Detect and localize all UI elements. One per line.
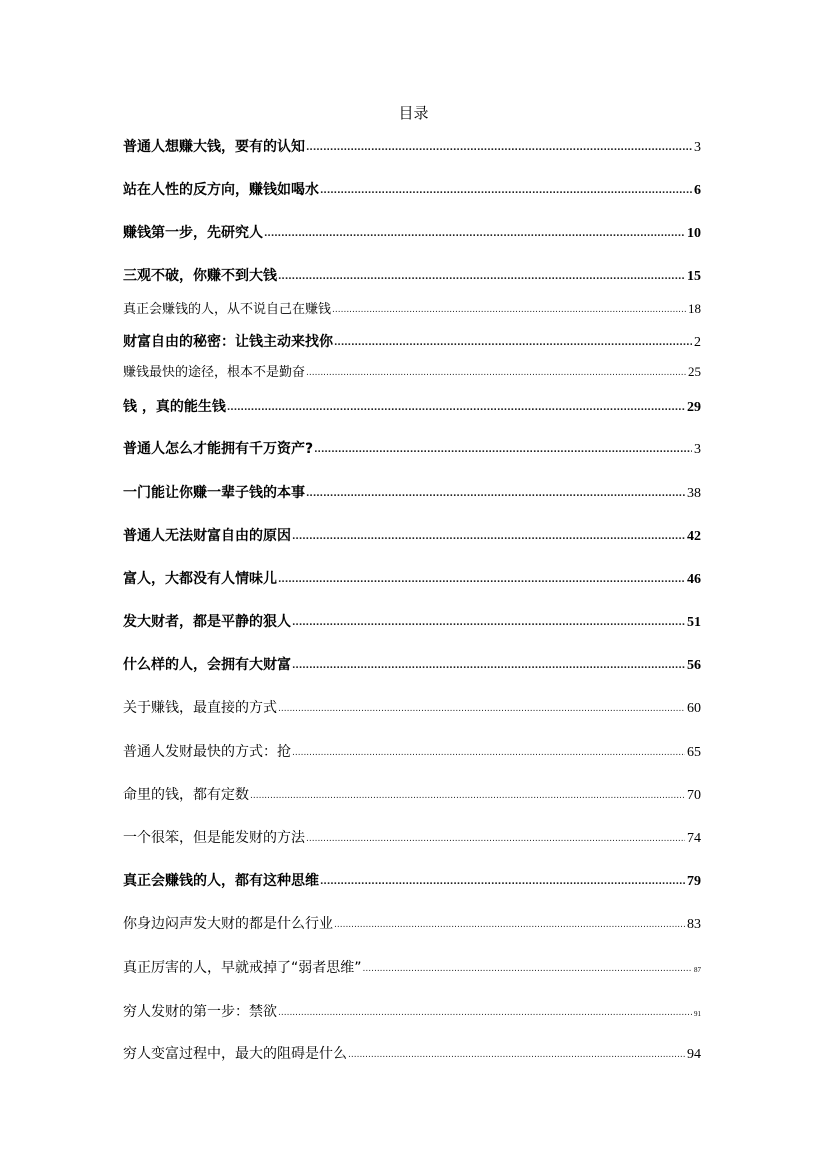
toc-page-number: 3 xyxy=(694,442,701,457)
toc-entry-label: 普通人想赚大钱，要有的认知 xyxy=(123,139,305,155)
toc-entry[interactable] xyxy=(123,298,701,317)
toc-entry-label: 钱 ，真的能生钱 xyxy=(123,399,226,415)
toc-leader-dots xyxy=(292,743,685,759)
toc-entry[interactable] xyxy=(123,870,701,890)
toc-page-number: 3 xyxy=(694,140,701,155)
toc-page-number: 10 xyxy=(687,226,701,241)
toc-entry-label: 财富自由的秘密：让钱主动来找你 xyxy=(123,334,333,350)
toc-leader-dots xyxy=(227,398,685,414)
toc-page-number: 46 xyxy=(687,572,701,587)
toc-leader-dots xyxy=(332,301,686,316)
toc-page-number: 79 xyxy=(687,874,701,889)
toc-page-number: 25 xyxy=(688,364,701,379)
toc-entry[interactable] xyxy=(123,265,701,285)
toc-leader-dots xyxy=(306,484,685,500)
toc-entry[interactable] xyxy=(123,1043,701,1063)
toc-entry-label: 关于赚钱，最直接的方式 xyxy=(123,700,277,716)
toc-entry[interactable] xyxy=(123,331,701,351)
toc-entry[interactable] xyxy=(123,741,701,761)
toc-entry-label: 普通人无法财富自由的原因 xyxy=(123,528,291,544)
toc-entry-label: 赚钱最快的途径，根本不是勤奋 xyxy=(123,365,306,380)
toc-leader-dots xyxy=(334,333,692,349)
toc-leader-dots xyxy=(314,440,692,456)
toc-leader-dots xyxy=(264,224,685,240)
toc-page-number: 29 xyxy=(687,400,701,415)
toc-entry[interactable] xyxy=(123,482,701,502)
toc-entry-label: 赚钱第一步，先研究人 xyxy=(123,225,263,241)
toc-entry-label: 站在人性的反方向，赚钱如喝水 xyxy=(123,182,319,198)
toc-entry-label: 你身边闷声发大财的都是什么行业 xyxy=(123,916,333,932)
toc-entry[interactable] xyxy=(123,361,701,380)
toc-entry-label: 普通人发财最快的方式：抢 xyxy=(123,744,291,760)
toc-leader-dots xyxy=(320,872,685,888)
toc-page-number: 87 xyxy=(694,966,701,974)
toc-page-number: 18 xyxy=(688,301,701,316)
toc-entry[interactable] xyxy=(123,1001,701,1021)
toc-leader-dots xyxy=(292,613,685,629)
toc-entry-label: 真正会赚钱的人，从不说自己在赚钱 xyxy=(123,302,332,317)
toc-leader-dots xyxy=(306,138,692,154)
toc-page-number: 42 xyxy=(687,529,701,544)
toc-leader-dots xyxy=(306,364,686,379)
toc-leader-dots xyxy=(278,699,685,715)
toc-page-number: 2 xyxy=(694,335,701,350)
toc-entry[interactable] xyxy=(123,438,701,458)
toc-leader-dots xyxy=(250,786,685,802)
page-title: 目录 xyxy=(398,104,429,122)
toc-leader-dots xyxy=(278,570,685,586)
toc-leader-dots xyxy=(334,915,685,931)
toc-leader-dots xyxy=(292,527,685,543)
toc-entry[interactable] xyxy=(123,525,701,545)
toc-entry-label: 什么样的人，会拥有大财富 xyxy=(123,657,291,673)
toc-entry[interactable] xyxy=(123,136,701,156)
toc-entry[interactable] xyxy=(123,697,701,717)
toc-page-number: 56 xyxy=(687,658,701,673)
toc-entry-label: 三观不破，你赚不到大钱 xyxy=(123,268,277,284)
toc-entry[interactable] xyxy=(123,654,701,674)
toc-entry[interactable] xyxy=(123,784,701,804)
toc-leader-dots xyxy=(306,829,685,845)
toc-entry-label: 穷人发财的第一步：禁欲 xyxy=(123,1004,277,1020)
toc-entry[interactable] xyxy=(123,222,701,242)
toc-leader-dots xyxy=(348,1045,685,1061)
toc-entry[interactable] xyxy=(123,568,701,588)
toc-page-number: 65 xyxy=(687,745,701,760)
toc-entry-label: 穷人变富过程中，最大的阻碍是什么 xyxy=(123,1046,347,1062)
toc-entry-label: 真正厉害的人，早就戒掉了“弱者思维” xyxy=(123,960,362,976)
toc-page-number: 51 xyxy=(687,615,701,630)
toc-entry-label: 发大财者，都是平静的狠人 xyxy=(123,614,291,630)
toc-entry[interactable] xyxy=(123,913,701,933)
toc-page-number: 94 xyxy=(687,1047,701,1062)
toc-page-number: 38 xyxy=(687,486,701,501)
toc-entry-label: 一个很笨，但是能发财的方法 xyxy=(123,830,305,846)
toc-leader-dots xyxy=(278,267,685,283)
toc-page-number: 91 xyxy=(694,1010,701,1018)
toc-entry[interactable] xyxy=(123,179,701,199)
toc-leader-dots xyxy=(292,656,685,672)
toc-entry-label: 真正会赚钱的人，都有这种思维 xyxy=(123,873,319,889)
toc-leader-dots xyxy=(363,959,692,975)
toc-leader-dots xyxy=(278,1003,692,1019)
toc-entry[interactable] xyxy=(123,396,701,416)
toc-entry-label: 命里的钱，都有定数 xyxy=(123,787,249,803)
toc-entry-label: 富人，大都没有人情味儿 xyxy=(123,571,277,587)
toc-entry[interactable] xyxy=(123,827,701,847)
toc-page-number: 60 xyxy=(687,701,701,716)
toc-page-number: 74 xyxy=(687,831,701,846)
toc-page-number: 15 xyxy=(687,269,701,284)
toc-leader-dots xyxy=(320,181,692,197)
toc-page-number: 6 xyxy=(694,183,701,198)
toc-entry-label: 普通人怎么才能拥有千万资产? xyxy=(123,441,314,457)
toc-entry-label: 一门能让你赚一辈子钱的本事 xyxy=(123,485,305,501)
toc-entry[interactable] xyxy=(123,957,701,977)
toc-page-number: 83 xyxy=(687,917,701,932)
toc-entry[interactable] xyxy=(123,611,701,631)
toc-page-number: 70 xyxy=(687,788,701,803)
